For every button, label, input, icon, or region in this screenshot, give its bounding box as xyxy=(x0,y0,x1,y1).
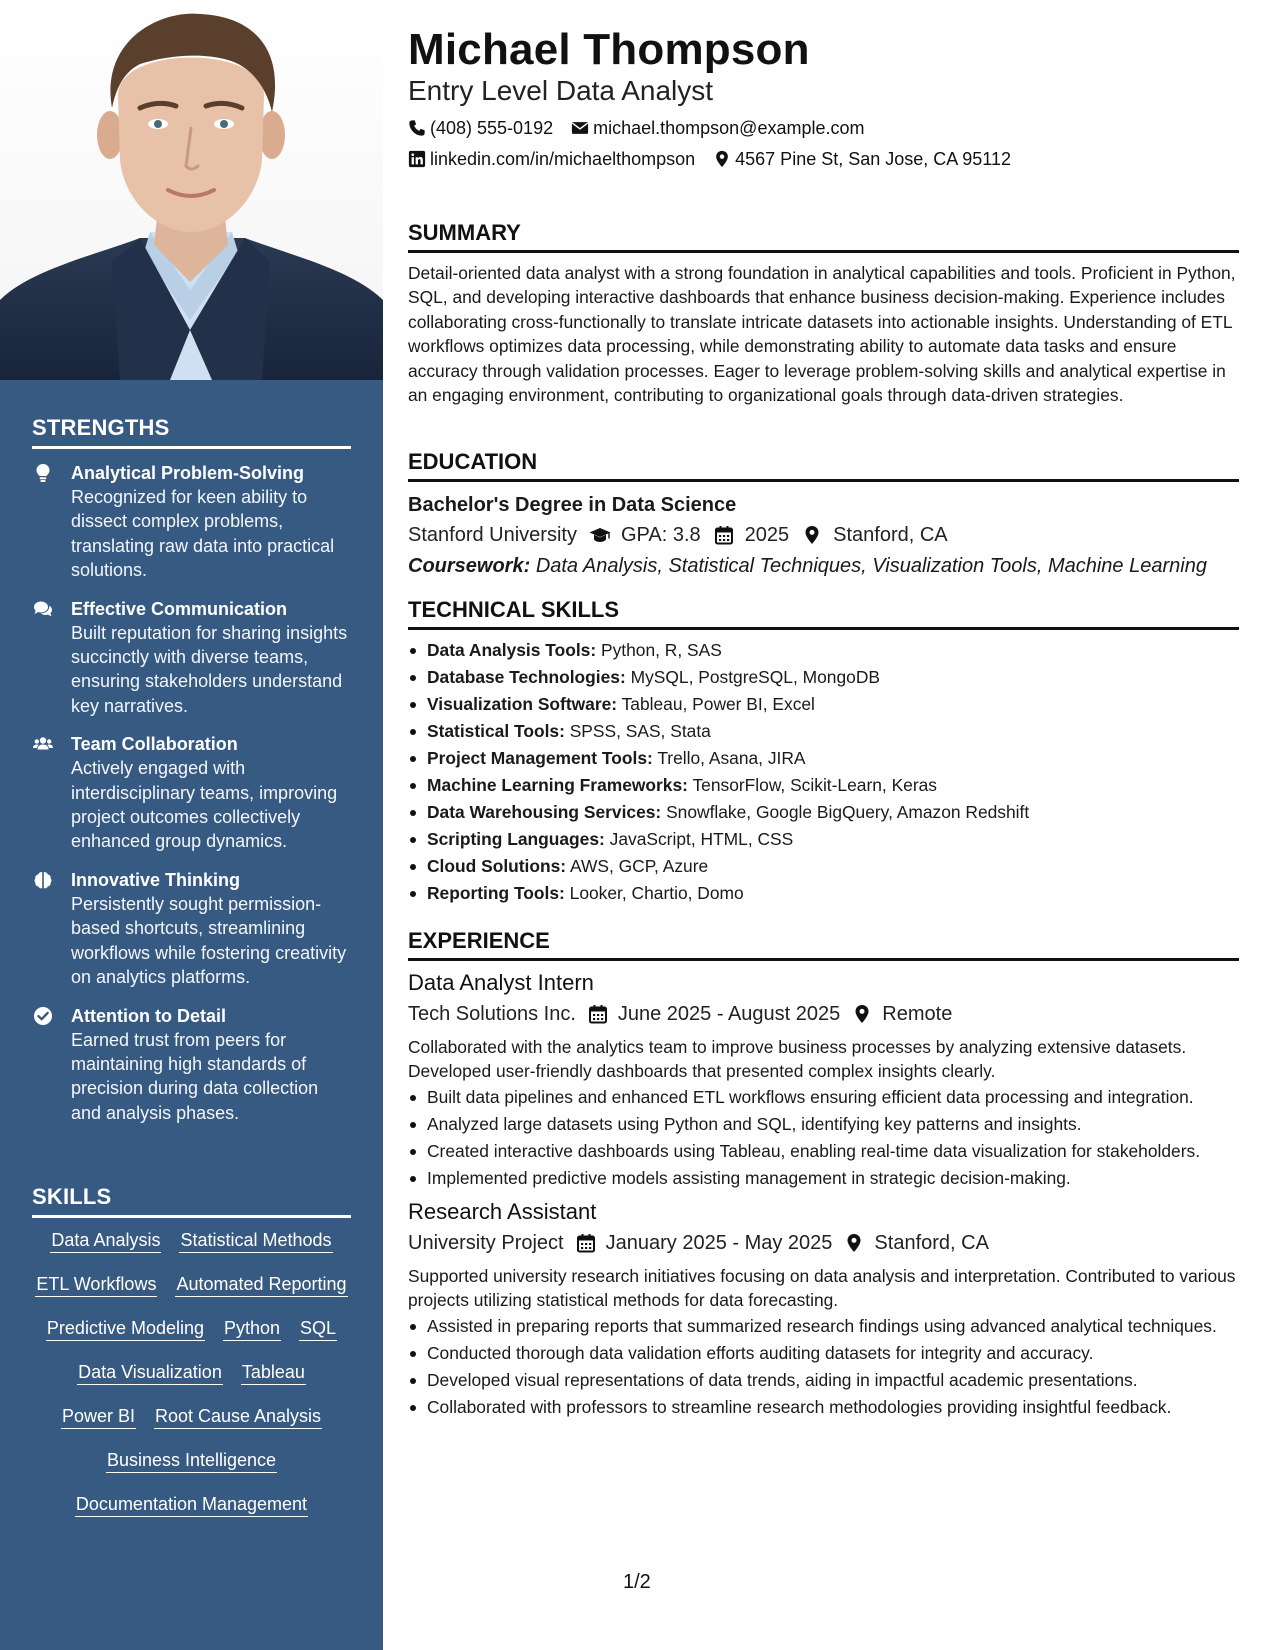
list-item xyxy=(408,800,1239,824)
skill-label: Cloud Solutions: xyxy=(427,856,567,876)
skill-label: Statistical Tools: xyxy=(427,721,565,741)
sidebar xyxy=(0,0,383,1650)
strengths-heading: STRENGTHS xyxy=(32,415,351,449)
skill-tag: Predictive Modeling xyxy=(46,1317,205,1341)
technical-skills-heading: TECHNICAL SKILLS xyxy=(408,597,1239,630)
job-bullets xyxy=(408,1314,1239,1419)
email-address[interactable]: michael.thompson@example.com xyxy=(593,118,865,138)
strength-item xyxy=(32,597,351,719)
job-meta xyxy=(408,1230,1239,1256)
skill-tags xyxy=(32,1229,351,1517)
calendar-icon xyxy=(713,525,735,545)
comments-icon xyxy=(33,599,53,619)
list-item xyxy=(408,665,1239,689)
skill-tag: ETL Workflows xyxy=(35,1273,157,1297)
strength-description: Earned trust from peers for maintaining high standards of precision during data collection and analysis phases. xyxy=(71,1029,319,1123)
skill-value: Snowflake, Google BigQuery, Amazon Redshift xyxy=(666,802,1030,822)
experience-heading: EXPERIENCE xyxy=(408,928,1239,961)
job-description: Supported university research initiatives focusing on data analysis and interpretation. Contributed to various projects utilizing statistical methods for data forecasting. xyxy=(408,1265,1236,1311)
list-item xyxy=(408,719,1239,743)
address-text: 4567 Pine St, San Jose, CA 95112 xyxy=(735,149,1012,169)
skill-label: Scripting Languages: xyxy=(427,829,605,849)
phone-number[interactable]: (408) 555-0192 xyxy=(430,118,554,138)
skill-value: JavaScript, HTML, CSS xyxy=(609,829,794,849)
envelope-icon xyxy=(571,119,589,137)
graduation-cap-icon xyxy=(589,525,611,545)
skill-label: Data Analysis Tools: xyxy=(427,640,597,660)
skill-tag: Automated Reporting xyxy=(175,1273,347,1297)
strength-title: Innovative Thinking xyxy=(71,869,241,890)
phone-icon xyxy=(408,119,426,137)
map-pin-icon xyxy=(852,1004,872,1024)
skill-tag: Tableau xyxy=(241,1361,306,1385)
list-item: Assisted in preparing reports that summarized research findings using advanced analytical techniques. xyxy=(408,1314,1239,1338)
lightbulb-icon xyxy=(33,463,53,483)
skill-value: TensorFlow, Scikit-Learn, Keras xyxy=(692,775,937,795)
education-meta xyxy=(408,522,1239,548)
list-item: Implemented predictive models assisting management in strategic decision-making. xyxy=(408,1166,1239,1190)
list-item: Developed visual representations of data trends, aiding in impactful academic presentations. xyxy=(408,1368,1239,1392)
profile-photo xyxy=(0,0,383,380)
skill-value: AWS, GCP, Azure xyxy=(569,856,709,876)
list-item xyxy=(408,881,1239,905)
map-pin-icon xyxy=(713,150,731,168)
strength-description: Persistently sought permission-based shortcuts, streamlining workflows while fostering creativity on analytics platforms. xyxy=(71,893,347,988)
candidate-name: Michael Thompson xyxy=(408,25,810,74)
school-name: Stanford University xyxy=(408,524,577,546)
strengths-section xyxy=(32,415,351,1139)
list-item xyxy=(408,827,1239,851)
skill-tag: Documentation Management xyxy=(75,1493,308,1517)
calendar-icon xyxy=(588,1004,608,1024)
job-dates: January 2025 - May 2025 xyxy=(605,1231,833,1254)
job-bullets xyxy=(408,1085,1239,1190)
linkedin-contact xyxy=(408,148,695,170)
list-item xyxy=(408,638,1239,662)
education-section xyxy=(408,449,1239,580)
skill-tag: Data Visualization xyxy=(77,1361,223,1385)
skill-label: Data Warehousing Services: xyxy=(427,802,662,822)
summary-heading: SUMMARY xyxy=(408,220,1239,253)
job-location: Stanford, CA xyxy=(874,1231,989,1254)
education-heading: EDUCATION xyxy=(408,449,1239,482)
strength-item xyxy=(32,1004,351,1126)
skill-tag: Statistical Methods xyxy=(179,1229,332,1253)
skill-tag: SQL xyxy=(299,1317,337,1341)
skill-value: Trello, Asana, JIRA xyxy=(657,748,806,768)
skill-tag: Business Intelligence xyxy=(106,1449,277,1473)
coursework-label: Coursework: xyxy=(408,555,531,577)
skill-tag: Python xyxy=(223,1317,281,1341)
list-item: Collaborated with professors to streamline research methodologies providing insightful feedback. xyxy=(408,1395,1239,1419)
experience-section xyxy=(408,928,1239,1422)
skill-label: Database Technologies: xyxy=(427,667,626,687)
gpa-value: GPA: 3.8 xyxy=(620,524,701,546)
contact-row-2 xyxy=(408,148,1239,170)
list-item xyxy=(408,773,1239,797)
job-title: Data Analyst Intern xyxy=(408,970,594,995)
job-title: Research Assistant xyxy=(408,1198,597,1224)
strength-title: Analytical Problem-Solving xyxy=(71,463,305,483)
skill-label: Machine Learning Frameworks: xyxy=(427,775,688,795)
summary-text: Detail-oriented data analyst with a strong foundation in analytical capabilities and tools. Proficient in Python, SQL, and developing interactive dashboards that enhance business decision-making. Experience includes collaborating cross-functionally to translate intricate datasets into actionable insights. Understanding of ETL workflows optimizes data processing, while demonstrating ability to automate data tasks and ensure accuracy through validation processes. Eager to leverage problem-solving skills and analytical expertise in an engaging environment, contributing to organizational goals through data-driven strategies. xyxy=(408,263,1236,406)
calendar-icon xyxy=(576,1233,596,1253)
list-item xyxy=(408,746,1239,770)
skill-value: Tableau, Power BI, Excel xyxy=(621,694,815,714)
skill-tag: Root Cause Analysis xyxy=(154,1405,322,1429)
users-icon xyxy=(33,734,53,754)
job-location: Remote xyxy=(882,1003,953,1025)
skill-tag: Data Analysis xyxy=(50,1229,161,1253)
list-item: Analyzed large datasets using Python and SQL, identifying key patterns and insights. xyxy=(408,1112,1239,1136)
technical-skills-list xyxy=(408,638,1239,905)
strength-item xyxy=(32,868,351,990)
linkedin-link[interactable]: linkedin.com/in/michaelthompson xyxy=(430,149,696,169)
graduation-year: 2025 xyxy=(744,524,790,546)
check-circle-icon xyxy=(33,1006,53,1026)
skill-label: Visualization Software: xyxy=(427,694,618,714)
address-contact xyxy=(713,148,1011,170)
phone-contact xyxy=(408,117,553,139)
job-meta xyxy=(408,1001,1239,1027)
list-item: Conducted thorough data validation efforts auditing datasets for integrity and accuracy. xyxy=(408,1341,1239,1365)
job-dates: June 2025 - August 2025 xyxy=(617,1003,841,1025)
strengths-list xyxy=(32,461,351,1125)
school-location: Stanford, CA xyxy=(833,524,948,546)
list-item xyxy=(408,854,1239,878)
strength-title: Team Collaboration xyxy=(71,734,238,755)
map-pin-icon xyxy=(801,525,823,545)
summary-section xyxy=(408,220,1239,407)
job-entry xyxy=(408,969,1239,1190)
linkedin-icon xyxy=(408,150,426,168)
skill-value: MySQL, PostgreSQL, MongoDB xyxy=(630,667,880,687)
strength-description: Built reputation for sharing insights succinctly with diverse teams, ensuring stakeholders understand key narratives. xyxy=(71,622,348,716)
strength-description: Recognized for keen ability to dissect complex problems, translating raw data into practical solutions. xyxy=(71,487,335,581)
coursework-line xyxy=(408,552,1239,580)
email-contact xyxy=(571,117,864,139)
skill-value: SPSS, SAS, Stata xyxy=(569,721,711,741)
strength-title: Effective Communication xyxy=(71,598,288,619)
strength-item xyxy=(32,461,351,583)
skill-tag: Power BI xyxy=(61,1405,136,1429)
job-entry xyxy=(408,1198,1239,1419)
company-name: University Project xyxy=(408,1231,564,1254)
page-number: 1/2 xyxy=(623,1571,651,1593)
list-item: Created interactive dashboards using Tableau, enabling real-time data visualization for stakeholders. xyxy=(408,1139,1239,1163)
strength-description: Actively engaged with interdisciplinary teams, improving project outcomes collectively enhanced group dynamics. xyxy=(71,758,338,852)
skill-label: Project Management Tools: xyxy=(427,748,653,768)
map-pin-icon xyxy=(844,1233,864,1253)
skills-heading: SKILLS xyxy=(32,1184,351,1218)
list-item xyxy=(408,692,1239,716)
candidate-title: Entry Level Data Analyst xyxy=(408,75,714,106)
strength-title: Attention to Detail xyxy=(71,1005,226,1026)
skill-value: Python, R, SAS xyxy=(600,640,722,660)
skill-label: Reporting Tools: xyxy=(427,883,565,903)
skill-value: Looker, Chartio, Domo xyxy=(569,883,744,903)
degree-name: Bachelor's Degree in Data Science xyxy=(408,494,737,516)
contact-row xyxy=(408,117,1239,139)
coursework-list: Data Analysis, Statistical Techniques, Visualization Tools, Machine Learning xyxy=(535,555,1207,577)
list-item: Built data pipelines and enhanced ETL workflows ensuring efficient data processing and integration. xyxy=(408,1085,1239,1109)
technical-skills-section xyxy=(408,597,1239,908)
company-name: Tech Solutions Inc. xyxy=(408,1003,576,1025)
skills-section xyxy=(32,1184,351,1517)
strength-item xyxy=(32,732,351,854)
brain-icon xyxy=(33,870,53,890)
job-description: Collaborated with the analytics team to improve business processes by analyzing extensive datasets. Developed user-friendly dashboards that presented complex insights clearly. xyxy=(408,1037,1187,1082)
resume-header xyxy=(408,24,1239,170)
